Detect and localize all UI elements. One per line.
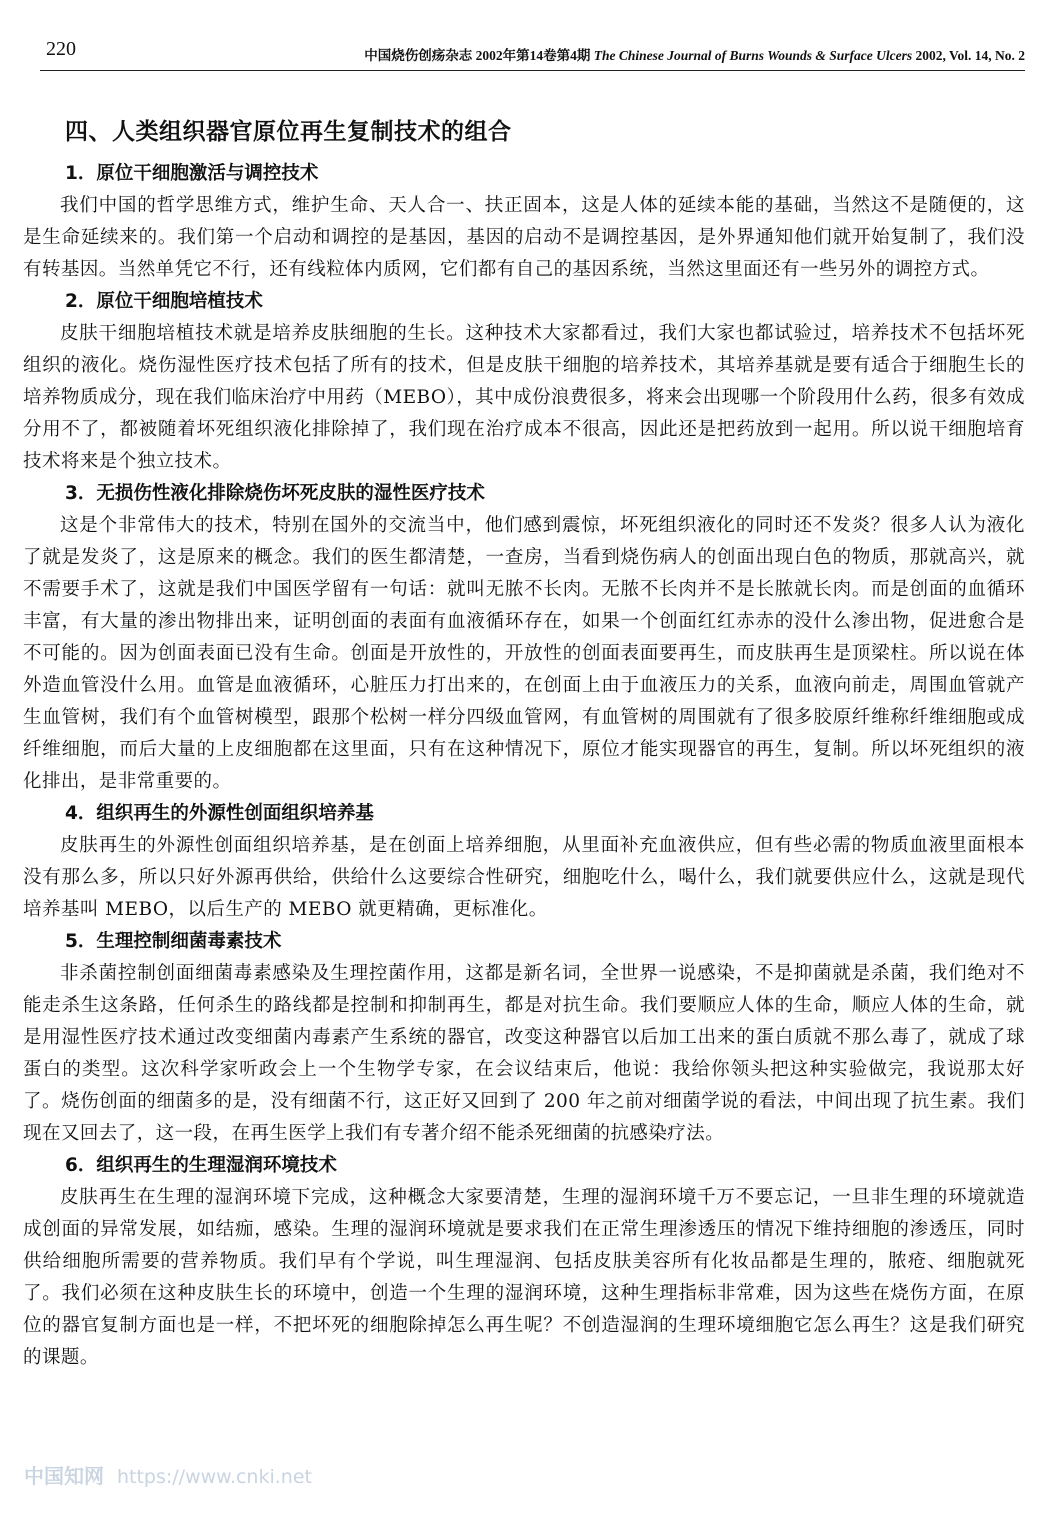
- paragraph: 这是个非常伟大的技术，特别在国外的交流当中，他们感到震惊，坏死组织液化的同时还不发炎？很多人认为液化了就是发炎了，这是原来的概念。我们的医生都清楚，一查房，当看到烧伤病人的创面出现白色的物质，那就高兴，就不需要手术了，这就是我们中国医学留有一句话：就叫无脓不长肉。无脓不长肉并不是长脓就长肉。而是创面的血循环丰富，有大量的渗出物排出来，证明创面的表面有血液循环存在，如果一个创面红红赤赤的没什么渗出物，促进愈合是不可能的。因为创面表面已没有生命。创面是开放性的，开放性的创面表面要再生，而皮肤再生是顶梁柱。所以说在体外造血管没什么用。血管是血液循环，心脏压力打出来的，在创面上由于血液压力的关系，血液向前走，周围血管就产生血管树，我们有个血管树模型，跟那个松树一样分四级血管网，有血管树的周围就有了很多胶原纤维称纤维细胞或成纤维细胞，而后大量的上皮细胞都在这里面，只有在这种情况下，原位才能实现器官的再生，复制。所以坏死组织的液化排出，是非常重要的。: [23, 515, 1025, 792]
- paragraph: 皮肤再生的外源性创面组织培养基，是在创面上培养细胞，从里面补充血液供应，但有些必需的物质血液里面根本没有那么多，所以只好外源再供给，供给什么这要综合性研究，细胞吃什么，喝什么，我们就要供应什么，这就是现代培养基叫 MEBO，以后生产的 MEBO 就更精确，更标准化。: [23, 835, 1025, 920]
- paragraph: 我们中国的哲学思维方式，维护生命、天人合一、扶正固本，这是人体的延续本能的基础，当然这不是随便的，这是生命延续来的。我们第一个启动和调控的是基因，基因的启动不是调控基因，是外界通知他们就开始复制了，我们没有转基因。当然单凭它不行，还有线粒体内质网，它们都有自己的基因系统，当然这里面还有一些另外的调控方式。: [23, 195, 1025, 280]
- subsection-heading: 3．无损伤性液化排除烧伤坏死皮肤的湿性医疗技术: [65, 483, 485, 504]
- cnki-watermark: [24, 1460, 312, 1489]
- subsection-heading: 2．原位干细胞培植技术: [65, 291, 263, 312]
- subsection-heading: 6．组织再生的生理湿润环境技术: [65, 1155, 337, 1176]
- watermark-url: https://www.cnki.net: [116, 1466, 312, 1488]
- journal-year-volume: 2002, Vol. 14, No. 2: [915, 48, 1025, 63]
- running-header: [40, 38, 1025, 68]
- page-number: 220: [46, 38, 76, 60]
- paragraph: 非杀菌控制创面细菌毒素感染及生理控菌作用，这都是新名词，全世界一说感染，不是抑菌就是杀菌，我们绝对不能走杀生这条路，任何杀生的路线都是控制和抑制再生，都是对抗生命。我们要顺应人体的生命，顺应人体的生命，就是用湿性医疗技术通过改变细菌内毒素产生系统的器官，改变这种器官以后加工出来的蛋白质就不那么毒了，就成了球蛋白的类型。这次科学家听政会上一个生物学专家，在会议结束后，他说：我给你领头把这种实验做完，我说那太好了。烧伤创面的细菌多的是，没有细菌不行，这正好又回到了 200 年之前对细菌学说的看法，中间出现了抗生素。我们现在又回去了，这一段，在再生医学上我们有专著介绍不能杀死细菌的抗感染疗法。: [23, 963, 1025, 1144]
- subsection-heading: 4．组织再生的外源性创面组织培养基: [65, 803, 374, 824]
- paragraph: 皮肤干细胞培植技术就是培养皮肤细胞的生长。这种技术大家都看过，我们大家也都试验过，培养技术不包括坏死组织的液化。烧伤湿性医疗技术包括了所有的技术，但是皮肤干细胞的培养技术，其培养基就是要有适合于细胞生长的培养物质成分，现在我们临床治疗中用药（MEBO），其中成份浪费很多，将来会出现哪一个阶段用什么药，很多有效成分用不了，都被随着坏死组织液化排除掉了，我们现在治疗成本不很高，因此还是把药放到一起用。所以说干细胞培育技术将来是个独立技术。: [23, 323, 1025, 472]
- subsection-heading: 1．原位干细胞激活与调控技术: [65, 163, 319, 184]
- header-rule: [40, 70, 1025, 71]
- journal-name-en: The Chinese Journal of Burns Wounds & Surface Ulcers: [593, 48, 913, 63]
- paragraph: 皮肤再生在生理的湿润环境下完成，这种概念大家要清楚，生理的湿润环境千万不要忘记，一旦非生理的环境就造成创面的异常发展，如结痂，感染。生理的湿润环境就是要求我们在正常生理渗透压的情况下维持细胞的渗透压，同时供给细胞所需要的营养物质。我们早有个学说，叫生理湿润、包括皮肤美容所有化妆品都是生理的，脓疮、细胞就死了。我们必须在这种皮肤生长的环境中，创造一个生理的湿润环境，这种生理指标非常难，因为这些在烧伤方面，在原位的器官复制方面也是一样，不把坏死的细胞除掉怎么再生呢？不创造湿润的生理环境细胞它怎么再生？这是我们研究的课题。: [23, 1187, 1025, 1368]
- section-title: 四、人类组织器官原位再生复制技术的组合: [65, 119, 512, 145]
- watermark-brand: 中国知网: [24, 1464, 104, 1488]
- journal-name-cn: 中国烧伤创疡杂志 2002年第14卷第4期: [364, 48, 591, 63]
- article-body: [23, 158, 1025, 1374]
- subsection-heading: 5．生理控制细菌毒素技术: [65, 931, 282, 952]
- journal-citation: [364, 44, 1025, 64]
